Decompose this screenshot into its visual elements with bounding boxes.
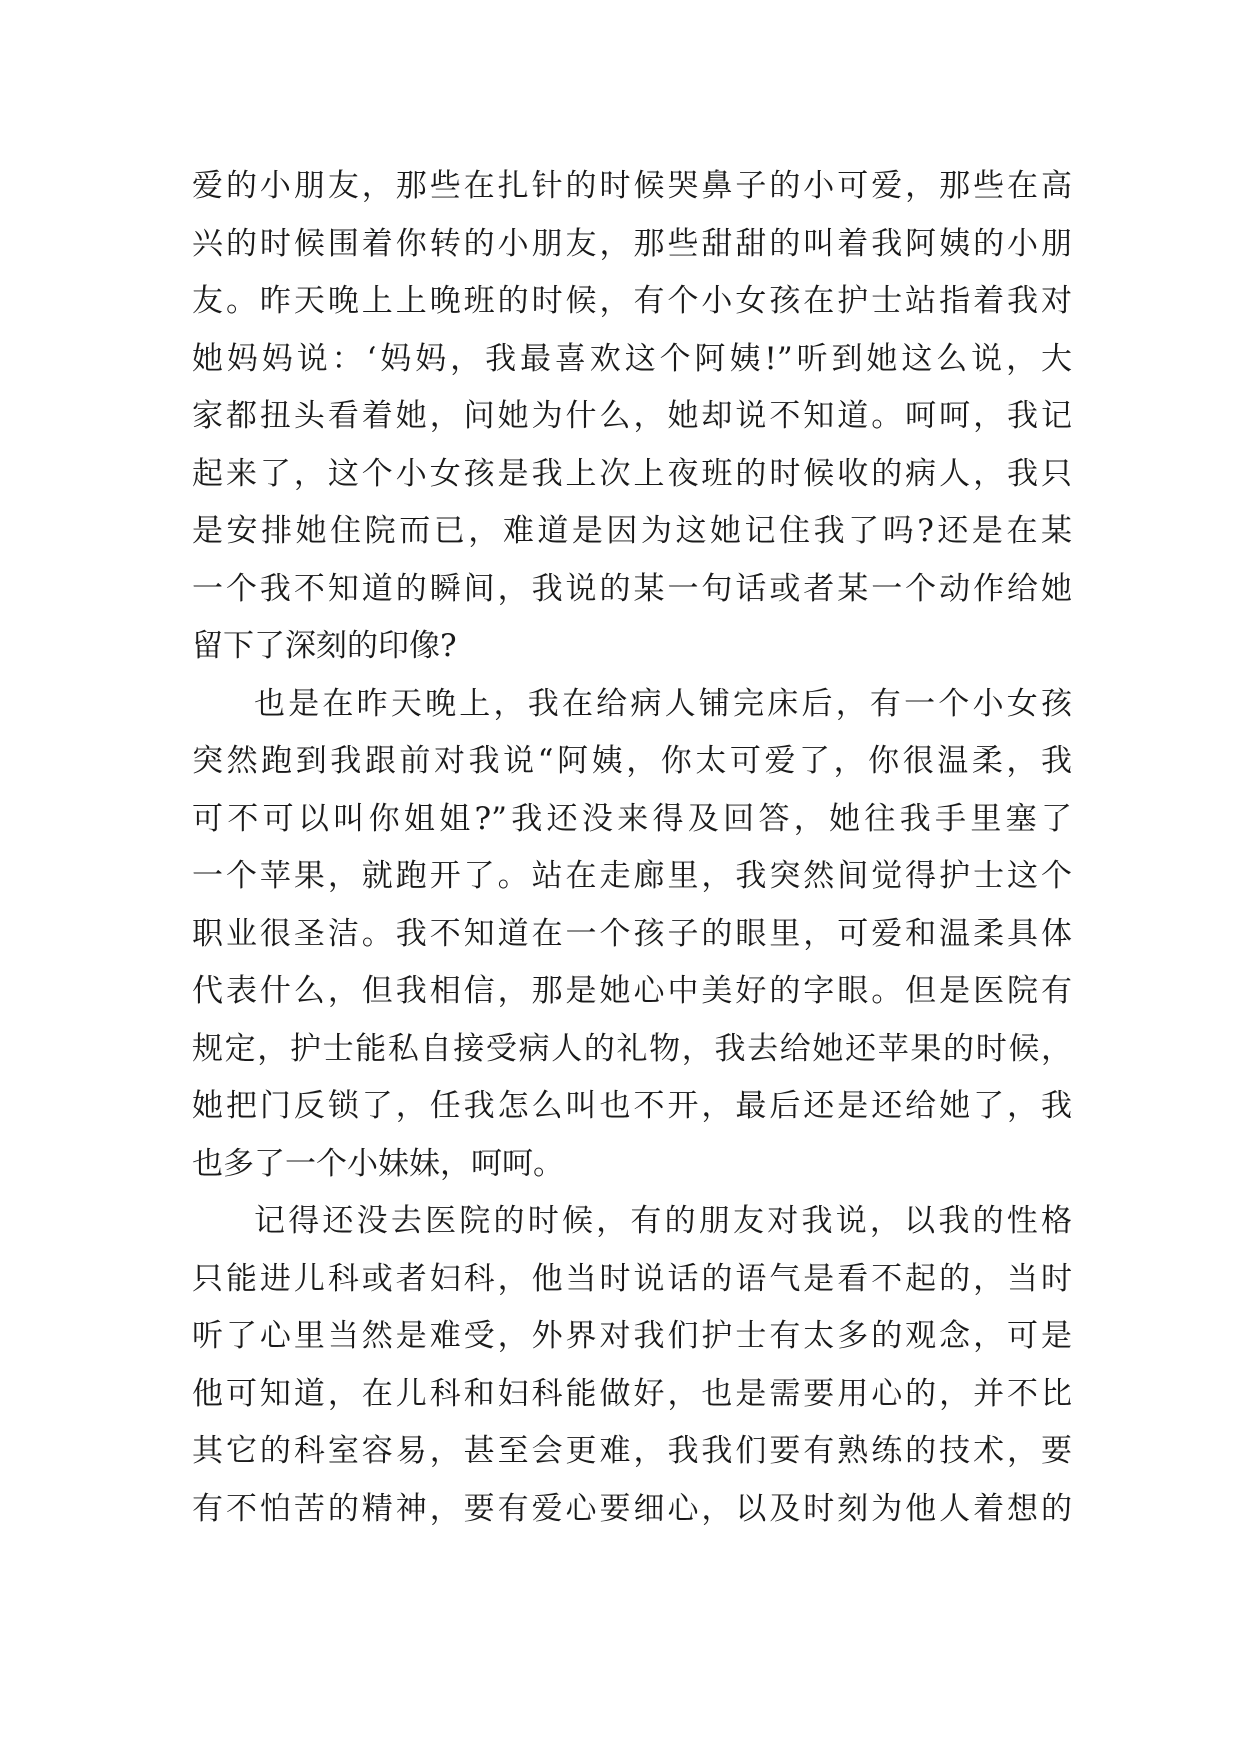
text-line: 她妈妈说：‘妈妈，我最喜欢这个阿姨!”听到她这么说，大	[192, 340, 1072, 377]
text-line: 其它的科室容易，甚至会更难，我我们要有熟练的技术，要	[192, 1433, 1072, 1469]
text-line: 一个苹果，就跑开了。站在走廊里，我突然间觉得护士这个	[192, 858, 1072, 894]
text-line: 突然跑到我跟前对我说“阿姨，你太可爱了，你很温柔，我	[192, 743, 1072, 779]
text-line: 只能进儿科或者妇科，他当时说话的语气是看不起的，当时	[192, 1260, 1072, 1297]
text-line: 是安排她住院而已，难道是因为这她记住我了吗?还是在某	[192, 513, 1072, 549]
text-line: 一个我不知道的瞬间，我说的某一句话或者某一个动作给她	[192, 570, 1072, 607]
text-line: 也是在昨天晚上，我在给病人铺完床后，有一个小女孩	[254, 685, 1072, 722]
text-line: 友。昨天晚上上晚班的时候，有个小女孩在护士站指着我对	[192, 283, 1072, 319]
text-line: 规定，护士能私自接受病人的礼物，我去给她还苹果的时候，	[192, 1030, 1072, 1067]
text-line: 也多了一个小妹妹，呵呵。	[192, 1145, 564, 1182]
text-line: 家都扭头看着她，问她为什么，她却说不知道。呵呵，我记	[192, 398, 1072, 434]
text-line: 有不怕苦的精神，要有爱心要细心，以及时刻为他人着想的	[192, 1490, 1072, 1527]
body-text	[192, 158, 1072, 1538]
text-line: 留下了深刻的印像?	[192, 628, 457, 664]
text-line: 他可知道，在儿科和妇科能做好，也是需要用心的，并不比	[192, 1375, 1072, 1412]
text-line: 记得还没去医院的时候，有的朋友对我说，以我的性格	[254, 1203, 1072, 1239]
text-line: 兴的时候围着你转的小朋友，那些甜甜的叫着我阿姨的小朋	[192, 225, 1072, 262]
text-line: 听了心里当然是难受，外界对我们护士有太多的观念，可是	[192, 1318, 1072, 1354]
text-line: 起来了，这个小女孩是我上次上夜班的时候收的病人，我只	[192, 455, 1072, 492]
text-line: 爱的小朋友，那些在扎针的时候哭鼻子的小可爱，那些在高	[192, 168, 1072, 204]
text-line: 可不可以叫你姐姐?”我还没来得及回答，她往我手里塞了	[192, 800, 1072, 837]
text-line: 职业很圣洁。我不知道在一个孩子的眼里，可爱和温柔具体	[192, 915, 1072, 952]
text-line: 代表什么，但我相信，那是她心中美好的字眼。但是医院有	[192, 973, 1072, 1009]
text-line: 她把门反锁了，任我怎么叫也不开，最后还是还给她了，我	[192, 1088, 1072, 1124]
